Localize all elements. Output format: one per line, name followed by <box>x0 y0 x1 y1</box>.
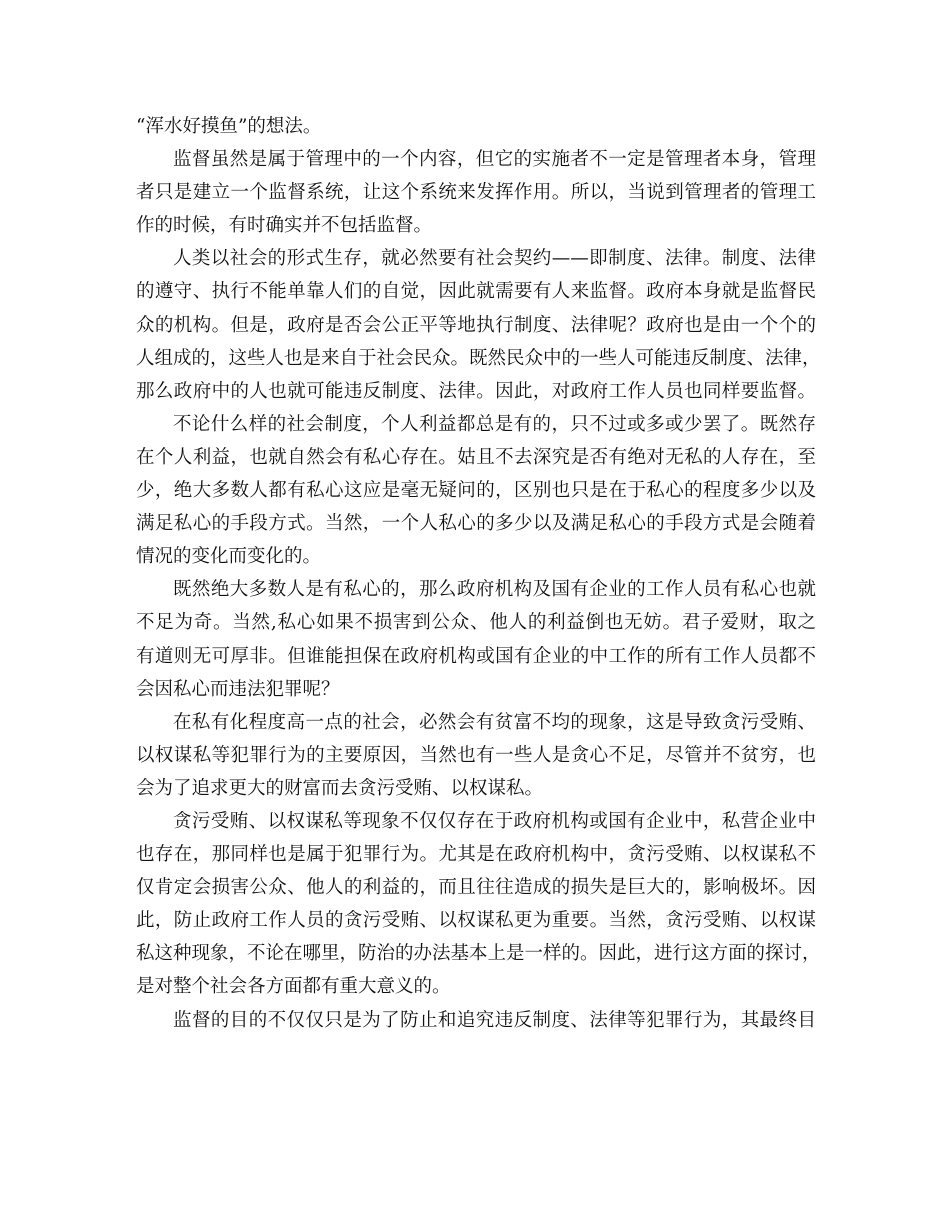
text-line: 是对整个社会各方面都有重大意义的。 <box>136 976 451 998</box>
text-line: 会为了追求更大的财富而去贪污受贿、以权谋私。 <box>136 777 544 799</box>
text-line: 有道则无可厚非。但谁能担保在政府机构或国有企业的中工作的所有工作人员都不 <box>136 645 816 667</box>
paragraph-first-line: 在私有化程度高一点的社会，必然会有贫富不均的现象，这是导致贪污受贿、 <box>173 711 816 733</box>
text-line: 众的机构。但是，政府是否会公正平等地执行制度、法律呢？政府也是由一个个的 <box>136 314 816 336</box>
paragraph-first-line: 监督的目的不仅仅只是为了防止和追究违反制度、法律等犯罪行为，其最终目 <box>173 1009 816 1031</box>
document-body <box>136 110 821 1037</box>
text-line: 仅肯定会损害公众、他人的利益的，而且往往造成的损失是巨大的，影响极坏。因 <box>136 877 816 899</box>
text-line: “浑水好摸鱼”的想法。 <box>136 116 322 137</box>
text-line: 情况的变化而变化的。 <box>136 546 322 568</box>
text-line: 作的时候，有时确实并不包括监督。 <box>136 215 433 237</box>
paragraph-first-line: 人类以社会的形式生存，就必然要有社会契约——即制度、法律。制度、法律 <box>173 248 816 270</box>
text-line: 人组成的，这些人也是来自于社会民众。既然民众中的一些人可能违反制度、法律， <box>136 347 821 369</box>
text-line: 以权谋私等犯罪行为的主要原因，当然也有一些人是贪心不足，尽管并不贫穷，也 <box>136 744 816 766</box>
text-line: 在个人利益，也就自然会有私心存在。姑且不去深究是否有绝对无私的人存在，至 <box>136 446 816 468</box>
text-line: 不足为奇。当然,私心如果不损害到公众、他人的利益倒也无妨。君子爱财，取之 <box>136 612 816 634</box>
text-line: 的遵守、执行不能单靠人们的自觉，因此就需要有人来监督。政府本身就是监督民 <box>136 281 816 303</box>
paragraph-first-line: 不论什么样的社会制度，个人利益都总是有的，只不过或多或少罢了。既然存 <box>173 413 816 435</box>
text-line: 满足私心的手段方式。当然，一个人私心的多少以及满足私心的手段方式是会随着 <box>136 513 816 535</box>
paragraph-first-line: 监督虽然是属于管理中的一个内容，但它的实施者不一定是管理者本身，管理 <box>173 149 816 171</box>
paragraph-first-line: 贪污受贿、以权谋私等现象不仅仅存在于政府机构或国有企业中，私营企业中 <box>173 810 816 832</box>
text-line: 也存在，那同样也是属于犯罪行为。尤其是在政府机构中，贪污受贿、以权谋私不 <box>136 844 816 866</box>
text-line: 少，绝大多数人都有私心这应是毫无疑问的，区别也只是在于私心的程度多少以及 <box>136 480 816 502</box>
paragraph-first-line: 既然绝大多数人是有私心的，那么政府机构及国有企业的工作人员有私心也就 <box>173 579 816 601</box>
text-line: 私这种现象，不论在哪里，防治的办法基本上是一样的。因此，进行这方面的探讨， <box>136 943 821 965</box>
text-line: 者只是建立一个监督系统，让这个系统来发挥作用。所以，当说到管理者的管理工 <box>136 182 816 204</box>
text-line: 那么政府中的人也就可能违反制度、法律。因此，对政府工作人员也同样要监督。 <box>136 380 816 402</box>
text-line: 此，防止政府工作人员的贪污受贿、以权谋私更为重要。当然，贪污受贿、以权谋 <box>136 910 816 932</box>
text-line: 会因私心而违法犯罪呢？ <box>136 678 340 700</box>
